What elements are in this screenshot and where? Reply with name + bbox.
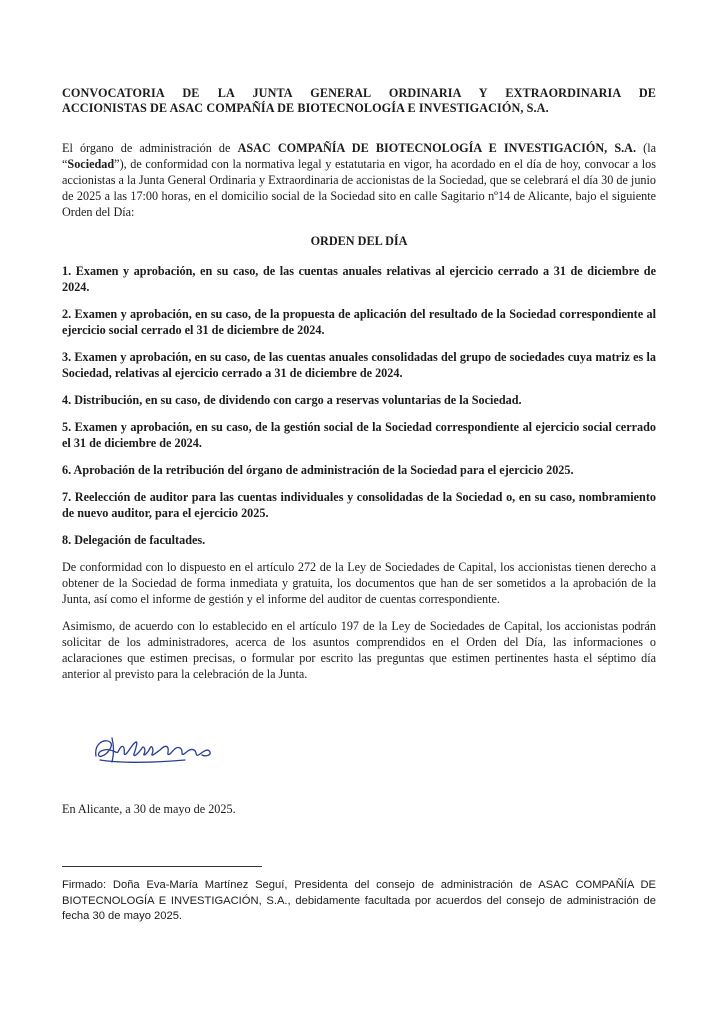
intro-sociedad: Sociedad — [67, 157, 115, 171]
intro-rest: ”), de conformidad con la normativa legal y estatutaria en vigor, ha acordado en el día de hoy, convocar a los accionistas a la Junta General Ordinaria y Extraordinaria de accionistas de la Sociedad, que se celebrará el día 30 de junio de 2025 a las 17:00 horas, en el domicilio social de la Sociedad sito en calle Sagitario nº14 de Alicante, bajo el siguiente Orden del Día: — [62, 157, 656, 219]
title-line-2: ACCIONISTAS DE ASAC COMPAÑÍA DE BIOTECNOLOGÍA E INVESTIGACIÓN, S.A. — [62, 100, 549, 115]
agenda-item-5: 5. Examen y aprobación, en su caso, de la gestión social de la Sociedad correspondiente al ejercicio social cerrado el 31 de diciembre de 2024. — [62, 420, 656, 450]
footer-signed-by: Firmado: Doña Eva-María Martínez Seguí, Presidenta del consejo de administración de ASAC COMPAÑÍA DE BIOTECNOLOGÍA E INVESTIGACIÓN, S.A., debidamente facultada por acuerdos del consejo de administración de fecha 30 de mayo 2025. — [62, 879, 656, 922]
footer-divider — [62, 866, 262, 867]
document-body — [62, 86, 656, 682]
date-line: En Alicante, a 30 de mayo de 2025. — [62, 802, 236, 816]
intro-mid: (la “ — [62, 141, 657, 171]
intro-company: ASAC COMPAÑÍA DE BIOTECNOLOGÍA E INVESTIGACIÓN, S.A. — [237, 141, 637, 155]
handwritten-signature-icon — [90, 730, 220, 770]
agenda-item-1: 1. Examen y aprobación, en su caso, de las cuentas anuales relativas al ejercicio cerrado a 31 de diciembre de 2024. — [62, 264, 656, 294]
agenda-item-8: 8. Delegación de facultades. — [62, 533, 206, 547]
agenda-item-6: 6. Aprobación de la retribución del órgano de administración de la Sociedad para el ejercicio 2025. — [62, 463, 574, 477]
agenda-item-7: 7. Reelección de auditor para las cuentas individuales y consolidadas de la Sociedad o, en su caso, nombramiento de nuevo auditor, para el ejercicio 2025. — [62, 490, 656, 520]
paragraph-art-197: Asimismo, de acuerdo con lo establecido en el artículo 197 de la Ley de Sociedades de Capital, los accionistas podrán solicitar de los administradores, acerca de los asuntos comprendidos en el Orden del Día, las informaciones o aclaraciones que estimen precisas, o formular por escrito las preguntas que estimen pertinentes hasta el séptimo día anterior al previsto para la celebración de la Junta. — [62, 619, 656, 681]
document-title — [62, 86, 656, 115]
agenda-item-2: 2. Examen y aprobación, en su caso, de la propuesta de aplicación del resultado de la Sociedad correspondiente al ejercicio social cerrado el 31 de diciembre de 2024. — [62, 307, 656, 337]
agenda-item-4: 4. Distribución, en su caso, de dividendo con cargo a reservas voluntarias de la Sociedad. — [62, 393, 522, 407]
title-line-1: CONVOCATORIA DE LA JUNTA GENERAL ORDINARIA Y EXTRAORDINARIA DE — [62, 86, 656, 100]
orden-del-dia-heading: ORDEN DEL DÍA — [310, 234, 408, 248]
agenda-item-3: 3. Examen y aprobación, en su caso, de las cuentas anuales consolidadas del grupo de sociedades cuya matriz es la Sociedad, relativas al ejercicio cerrado a 31 de diciembre de 2024. — [62, 350, 656, 380]
intro-prefix: El órgano de administración de — [62, 141, 238, 155]
intro-paragraph — [62, 140, 656, 220]
paragraph-art-272: De conformidad con lo dispuesto en el artículo 272 de la Ley de Sociedades de Capital, los accionistas tienen derecho a obtener de la Sociedad de forma inmediata y gratuita, los documentos que han de ser sometidos a la aprobación de la Junta, así como el informe de gestión y el informe del auditor de cuentas correspondiente. — [62, 560, 656, 606]
